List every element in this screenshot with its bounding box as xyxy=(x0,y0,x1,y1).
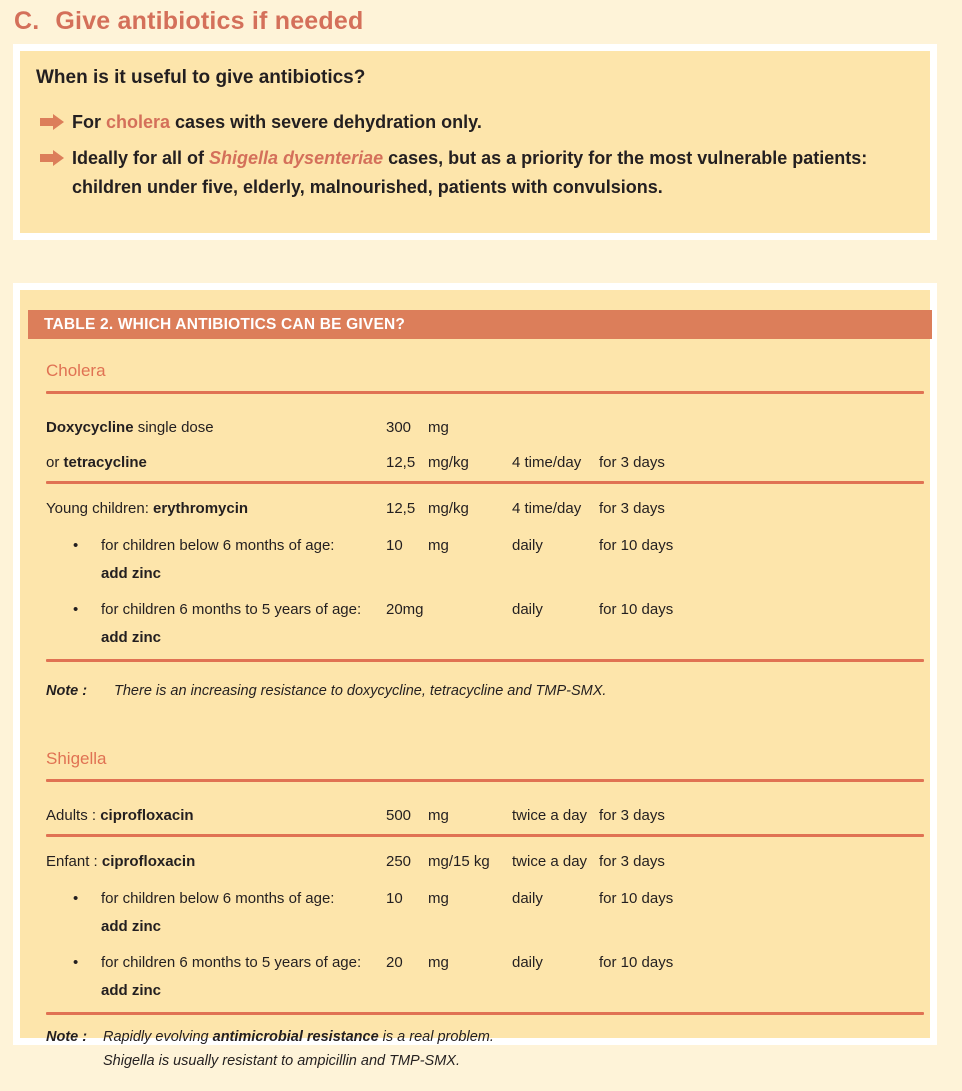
dose-frequency: twice a day xyxy=(512,853,588,870)
dose-duration: for 10 days xyxy=(599,601,674,618)
dose-frequency: twice a day xyxy=(512,807,588,824)
drug-name: ciprofloxacin xyxy=(100,807,194,824)
dose-frequency: daily xyxy=(512,890,543,907)
dose-unit: mg xyxy=(428,537,449,554)
table-box xyxy=(13,283,937,1069)
bullet-dot: • xyxy=(73,890,79,907)
section-heading-shigella: Shigella xyxy=(46,749,107,768)
table-title-bar: TABLE 2. WHICH ANTIBIOTICS CAN BE GIVEN? xyxy=(28,310,932,339)
row-label xyxy=(46,599,386,649)
dose-frequency: 4 time/day xyxy=(512,454,582,471)
table-row xyxy=(46,420,914,436)
dose-unit: mg xyxy=(428,954,449,971)
table-bullet-row xyxy=(46,535,914,585)
dose-unit: mg xyxy=(428,419,449,436)
intro-bullet-text xyxy=(72,144,908,202)
page-title-text: Give antibiotics if needed xyxy=(55,7,364,35)
row-label xyxy=(46,535,386,585)
dose-frequency: daily xyxy=(512,601,543,618)
row-label xyxy=(46,952,386,1002)
dose-duration: for 3 days xyxy=(599,853,665,870)
bullet-row-text: for children below 6 months of age: xyxy=(101,890,335,907)
divider xyxy=(46,779,924,782)
row-label xyxy=(46,888,386,938)
divider xyxy=(46,1012,924,1015)
dose-duration: for 10 days xyxy=(599,954,674,971)
drug-name: tetracycline xyxy=(63,454,147,471)
dose-unit: mg/kg xyxy=(428,500,469,517)
row-label: Enfant : ciprofloxacin xyxy=(46,853,196,870)
table-bullet-row xyxy=(46,888,914,938)
table-bullet-row xyxy=(46,599,914,649)
note-bold-phrase: antimicrobial resistance xyxy=(212,1029,379,1045)
arrow-bullet-icon xyxy=(40,150,64,166)
dose-amount: 500 xyxy=(386,807,412,824)
dose-amount: 20mg xyxy=(386,601,424,618)
dose-amount: 250 xyxy=(386,853,412,870)
note-label: Note : xyxy=(46,1029,88,1045)
section-heading-cholera: Cholera xyxy=(46,361,106,380)
row-label: Young children: erythromycin xyxy=(46,500,249,517)
bullet-dot: • xyxy=(73,537,79,554)
bullet-text-post: cases with severe dehydration only. xyxy=(170,112,482,132)
dose-amount: 12,5 xyxy=(386,500,416,517)
dose-unit: mg xyxy=(428,890,449,907)
table-row xyxy=(46,455,914,471)
dose-amount: 12,5 xyxy=(386,454,416,471)
bullet-text-post: cases, but as a priority for the most vulnerable patients: children under five, elderly, malnourished, patients with convulsions. xyxy=(72,148,868,197)
bullet-row-line2: add zinc xyxy=(101,565,162,582)
bullet-row-line2: add zinc xyxy=(101,918,162,935)
intro-box xyxy=(13,44,937,240)
divider xyxy=(46,391,924,394)
intro-bullet-shigella xyxy=(36,144,908,202)
intro-question: When is it useful to give antibiotics? xyxy=(36,67,366,88)
bullet-row-line2: add zinc xyxy=(101,982,162,999)
highlight-cholera: cholera xyxy=(106,112,171,132)
intro-bullet-text xyxy=(72,108,482,137)
bullet-text-pre: Ideally for all of xyxy=(72,148,210,168)
bullet-dot: • xyxy=(73,601,79,618)
dose-unit: mg/kg xyxy=(428,454,469,471)
bullet-row-text: for children 6 months to 5 years of age: xyxy=(101,954,362,971)
row-label: Doxycycline single dose xyxy=(46,419,214,436)
note-text: There is an increasing resistance to doxycycline, tetracycline and TMP-SMX. xyxy=(114,683,607,699)
dose-unit: mg/15 kg xyxy=(428,853,490,870)
page-title-letter: C. xyxy=(14,7,40,35)
dose-duration: for 3 days xyxy=(599,454,665,471)
intro-bullet-cholera xyxy=(36,108,908,137)
highlight-shigella: Shigella dysenteriae xyxy=(209,148,384,168)
bullet-row-line2: add zinc xyxy=(101,629,162,646)
dose-duration: for 3 days xyxy=(599,807,665,824)
bullet-dot: • xyxy=(73,954,79,971)
drug-name: ciprofloxacin xyxy=(101,853,196,870)
dose-frequency: daily xyxy=(512,537,543,554)
divider xyxy=(46,834,924,837)
table-bullet-row xyxy=(46,952,914,1002)
table-row xyxy=(46,854,914,870)
page-title xyxy=(14,7,962,36)
dose-frequency: daily xyxy=(512,954,543,971)
dose-duration: for 10 days xyxy=(599,537,674,554)
row-label: Adults : ciprofloxacin xyxy=(46,807,194,824)
drug-name: erythromycin xyxy=(153,500,249,517)
divider xyxy=(46,659,924,662)
dose-unit: mg xyxy=(428,807,449,824)
drug-name: Doxycycline xyxy=(46,419,134,436)
dose-amount: 20 xyxy=(386,954,403,971)
bullet-row-text: for children below 6 months of age: xyxy=(101,537,335,554)
dose-amount: 10 xyxy=(386,890,403,907)
dose-amount: 10 xyxy=(386,537,403,554)
divider xyxy=(46,481,924,484)
dose-frequency: 4 time/day xyxy=(512,500,582,517)
shigella-note xyxy=(46,1025,914,1073)
dose-duration: for 3 days xyxy=(599,500,665,517)
bullet-row-text: for children 6 months to 5 years of age: xyxy=(101,601,362,618)
note-text: Rapidly evolving antimicrobial resistance is a real problem. Shigella is usually resistant to ampicillin and TMP-SMX. xyxy=(103,1029,494,1069)
dose-amount: 300 xyxy=(386,419,412,436)
table-row xyxy=(46,501,914,517)
row-label: or tetracycline xyxy=(46,454,147,471)
bullet-text-pre: For xyxy=(72,112,106,132)
table-row xyxy=(46,808,914,824)
cholera-note xyxy=(46,679,914,703)
dose-duration: for 10 days xyxy=(599,890,674,907)
note-label: Note : xyxy=(46,683,88,699)
arrow-bullet-icon xyxy=(40,114,64,130)
